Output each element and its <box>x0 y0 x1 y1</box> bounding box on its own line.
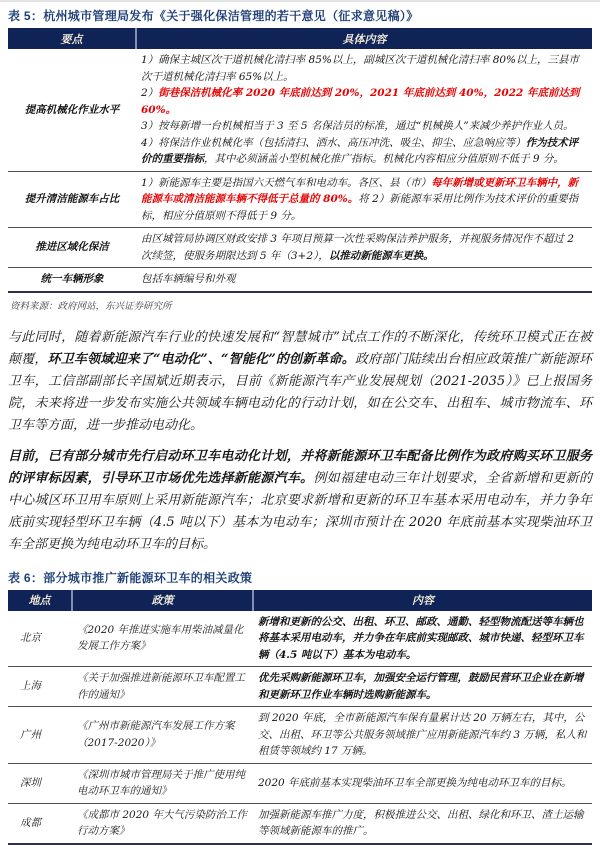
table6-row <box>8 803 592 844</box>
content-item: 包括车辆编号和外观 <box>141 273 236 285</box>
table5-block <box>8 3 592 318</box>
table5-row-content <box>136 171 592 228</box>
table6-content: 加强新能源车推广力度，积极推进公交、出租、绿化和环卫、渣土运输等领域新能源车的推广。 <box>253 803 592 844</box>
content-item: 4）将保洁作业机械化率（包括清扫、洒水、高压冲洗、吸尘、抑尘、应急响应等）作为技术评价的重要指标，其中必须涵盖小型机械化推广指标。机械化内容相应分值原则不低于 9 分。 <box>141 136 579 165</box>
table5-row-content <box>136 228 592 268</box>
table6-location: 成都 <box>8 803 72 844</box>
table6-title: 表 6：部分城市推广新能源环卫车的相关政策 <box>8 570 253 585</box>
table6-header-row <box>8 590 592 611</box>
table5-row <box>8 228 592 268</box>
table5-row <box>8 49 592 171</box>
table6-policy: 《深圳市城市管理局关于推广使用纯电动环卫车的通知》 <box>72 763 253 803</box>
content-item: 2）街巷保洁机械化率 2020 年底前达到 20%，2021 年底前达到 40%，2022 年底前达到 60%。 <box>141 87 580 116</box>
table6-header-location: 地点 <box>8 590 72 611</box>
content-item: 3）按每新增一台机械相当于 3 至 5 名保洁员的标准，通过“机械换人”来减少养护作业人员。 <box>141 120 574 132</box>
table5-source-note: 资料来源：政府网站，东兴证券研究所 <box>10 300 172 312</box>
table5-row-label: 统一车辆形象 <box>8 268 136 292</box>
table6-content: 到 2020 年底，全市新能源汽车保有量累计达 20 万辆左右，其中，公交、出租、环卫等公共服务领域推广应用新能源汽车约 3 万辆，私人和租赁等领域约 17 万辆。 <box>253 707 592 764</box>
table6-content: 新增和更新的公交、出租、环卫、邮政、通勤、轻型物流配送等车辆也将基本采用电动车，并力争在年底前实现邮政、城市快递、轻型环卫车辆（4.5 吨以下）基本为电动车。 <box>258 615 584 661</box>
table6-block <box>8 565 592 845</box>
table5-row-label: 提升清洁能源车占比 <box>8 171 136 228</box>
table6-row <box>8 611 592 667</box>
table6-policy: 《2020 年推进实施车用柴油减量化发展工作方案》 <box>77 623 244 653</box>
table5-header-keypoint: 要点 <box>8 28 136 49</box>
table5-row <box>8 268 592 292</box>
body-paragraph: 与此同时，随着新能源汽车行业的快速发展和“智慧城市”试点工作的不断深化，传统环卫模式正在被颠覆，环卫车领域迎来了“电动化”、“智能化”的创新革命。政府部门陆续出台相应政策推广新能源环卫车，工信部副部长辛国斌近期表示，目前《新能源汽车产业发展规划（2021-2035）》已上报国务院，未来将进一步发布实施公共领域车辆电动化的行动计划，如在公交车、出租车、城市物流车、环卫车等方面，进一步推动电动化。 <box>8 329 592 433</box>
table6-location: 北京 <box>20 632 41 644</box>
table6-location: 深圳 <box>8 763 72 803</box>
table6-content: 优先采购新能源环卫车，加强安全运行管理，鼓励民营环卫企业在新增和更新环卫作业车辆时选购新能源车。 <box>253 667 592 707</box>
table5-row-label: 推进区域化保洁 <box>8 228 136 268</box>
table6-policy: 《关于加强推进新能源环卫车配置工作的通知》 <box>72 667 253 707</box>
table5-row-content <box>136 49 592 171</box>
table6-location: 上海 <box>8 667 72 707</box>
table5-header-row <box>8 28 592 49</box>
table6-header-policy: 政策 <box>72 590 253 611</box>
table6-policy: 《广州市新能源汽车发展工作方案（2017-2020）》 <box>72 707 253 764</box>
content-item: 1）确保主城区次干道机械化清扫率 85%以上，副城区次干道机械化清扫率 80%以上，三县市次干道机械化清扫率 65%以上。 <box>141 54 580 83</box>
content-item: 1）新能源车主要是指国六天燃气车和电动车。各区、县（市）每年新增或更新环卫车辆中，新能源车或清洁能源车辆不得低于总量的 80%。将 2）新能源车采用比例作为技术评价的重要指标，相应分值原则不得低于 9 分。 <box>141 176 579 222</box>
table5-title: 表 5：杭州城市管理局发布《关于强化保洁管理的若干意见（征求意见稿）》 <box>8 9 419 23</box>
table5-row-label: 提高机械化作业水平 <box>24 103 120 116</box>
content-item: 由区城管局协调区财政安排 3 年项目预算一次性采购保洁养护服务，并视服务情况作不超过 2 次续签，使服务期限达到 5 年（3+2），以推动新能源车更换。 <box>141 233 574 262</box>
table6-row <box>8 707 592 764</box>
table6-policy: 《成都市 2020 年大气污染防治工作行动方案》 <box>72 803 253 844</box>
table6-content: 2020 年底前基本实现柴油环卫车全部更换为纯电动环卫车的目标。 <box>253 763 592 803</box>
table5 <box>8 28 592 293</box>
table5-row-content <box>136 268 592 292</box>
table5-header-detail: 具体内容 <box>136 28 592 49</box>
table5-row <box>8 171 592 228</box>
body-paragraph: 目前，已有部分城市先行启动环卫车电动化计划，并将新能源环卫车配备比例作为政府购买环卫服务的评审标因素，引导环卫市场优先选择新能源汽车。例如福建电动三年计划要求，全省新增和更新的中心城区环卫用车原则上采用新能源汽车；北京要求新增和更新的环卫车基本采用电动车，并力争年底前实现轻型环卫车辆（4.5 吨以下）基本为电动车；深圳市预计在 2020 年底前基本实现柴油环卫车全部更换为纯电动环卫车的目标。 <box>8 448 592 552</box>
table6-row <box>8 763 592 803</box>
table6-location: 广州 <box>8 707 72 764</box>
table6-row <box>8 667 592 707</box>
table6 <box>8 590 592 845</box>
table6-header-content: 内容 <box>253 590 592 611</box>
